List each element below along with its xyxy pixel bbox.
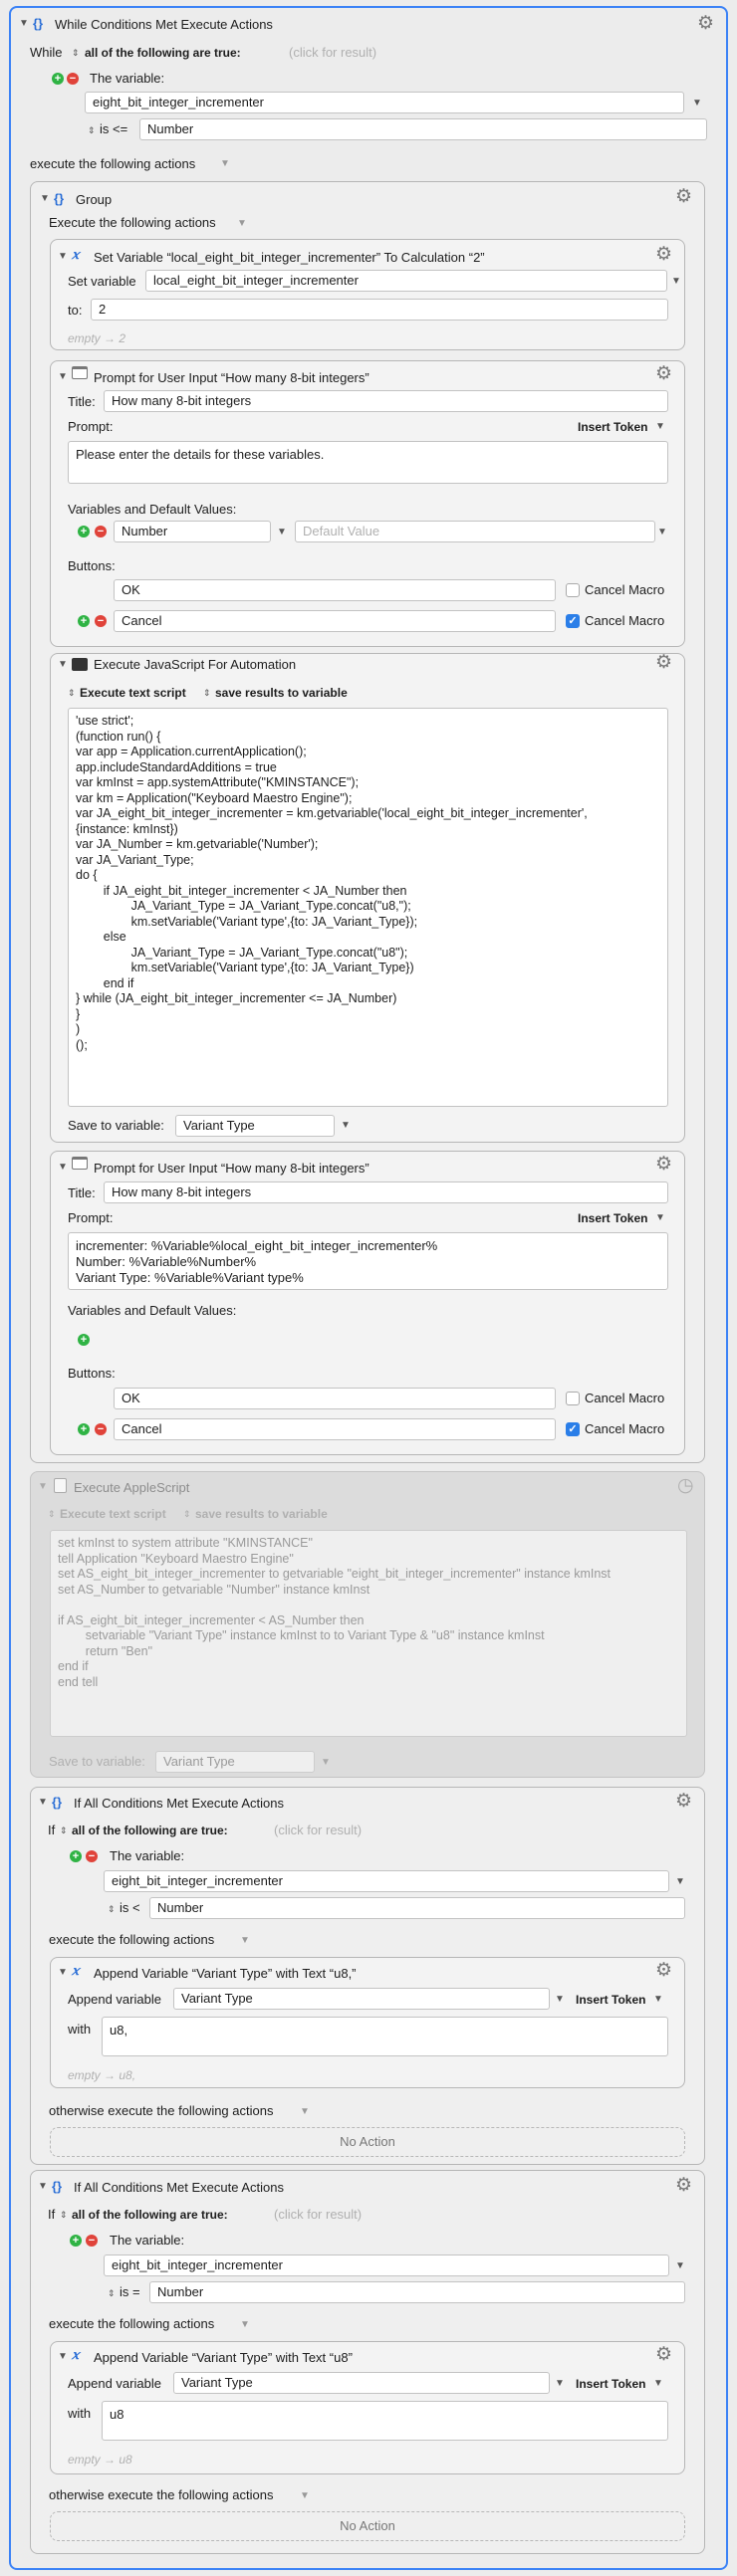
button-cancel-field[interactable]: Cancel (114, 610, 556, 632)
otherwise-label: otherwise execute the following actions (49, 2103, 274, 2118)
gear-icon[interactable]: ⚙ (655, 244, 673, 265)
variable-name-field[interactable]: Number (114, 521, 271, 542)
the-variable-label: The variable: (110, 2233, 185, 2248)
chevron-down-icon[interactable]: ▼ (277, 527, 287, 537)
applescript-title: Execute AppleScript (74, 1480, 190, 1495)
button-ok-field[interactable]: OK (114, 579, 556, 601)
insert-token-button[interactable]: Insert Token (578, 1211, 648, 1225)
chevron-down-icon[interactable]: ▼ (237, 218, 247, 229)
with-text-field[interactable]: u8 (102, 2401, 668, 2441)
otherwise-label: otherwise execute the following actions (49, 2487, 274, 2502)
chevron-down-icon[interactable]: ▼ (58, 659, 68, 670)
chevron-down-icon[interactable]: ▼ (653, 2378, 663, 2389)
updown-icon[interactable]: ⇕ (72, 48, 80, 58)
chevron-down-icon[interactable]: ▼ (657, 527, 667, 537)
if-title: If All Conditions Met Execute Actions (74, 1796, 284, 1811)
if-label: If (48, 1823, 56, 1837)
checkmark-icon[interactable]: ✓ (566, 614, 580, 628)
button-ok-field-2[interactable]: OK (114, 1388, 556, 1409)
chevron-down-icon[interactable]: ▼ (220, 158, 230, 169)
updown-icon[interactable]: ⇕ (48, 1509, 56, 1519)
no-action-placeholder[interactable]: No Action (50, 2511, 685, 2541)
insert-token-button[interactable]: Insert Token (576, 1993, 646, 2007)
gear-icon[interactable]: ⚙ (655, 1960, 673, 1981)
chevron-down-icon[interactable]: ▼ (655, 421, 665, 432)
terminal-icon (72, 658, 88, 671)
chevron-down-icon[interactable]: ▼ (692, 98, 702, 108)
prompt-title-2: Prompt for User Input “How many 8-bit integers” (94, 1161, 369, 1176)
save-to-variable-label: Save to variable: (68, 1118, 164, 1133)
append-variable-label: Append variable (68, 2376, 161, 2391)
prompt-label: Prompt: (68, 419, 114, 434)
variable-x-icon: 𝑥 (72, 2348, 80, 2363)
group-title: Group (76, 192, 113, 207)
gear-icon[interactable]: ⚙ (655, 363, 673, 384)
chevron-down-icon[interactable]: ▼ (58, 1967, 68, 1978)
prompt-textarea-2[interactable]: incrementer: %Variable%local_eight_bit_integer_incrementer% Number: %Variable%Number% Variant Type: %Variable%Variant type% (68, 1232, 668, 1290)
chevron-down-icon[interactable]: ▼ (300, 2490, 310, 2501)
operator-select[interactable]: is <= (100, 121, 128, 136)
braces-icon: {} (54, 191, 65, 206)
if-variable-field[interactable]: eight_bit_integer_incrementer (104, 1870, 669, 1892)
execute-text-script-select[interactable]: Execute text script (60, 1507, 166, 1521)
plus-icon[interactable]: + (78, 526, 90, 537)
chevron-down-icon[interactable]: ▼ (653, 1994, 663, 2005)
chevron-down-icon[interactable]: ▼ (341, 1120, 351, 1131)
jxa-script-editor[interactable]: 'use strict'; (function run() { var app = Application.currentApplication(); app.includeStandardAdditions = true var kmInst = app.systemAttribute("KMINSTANCE"); var km = Application("Keyboard Maestro Engine"); var JA_eight_bit_integer_incrementer = km.getvariable('local_eight_bit_integer_incrementer', {instance: kmInst}) var JA_Number = km.getvariable('Number'); var JA_Variant_Type; do { if JA_eight_bit_integer_incrementer < JA_Number then JA_Variant_Type = JA_Variant_Type.concat("u8,"); km.setVariable('Variant type',{to: JA_Variant_Type}); else JA_Variant_Type = JA_Variant_Type.concat("u8"); km.setVariable('Variant type',{to: JA_Variant_Type}) end if } while (JA_eight_bit_integer_incrementer <= JA_Number) } ) (); (68, 708, 668, 1107)
while-title: While Conditions Met Execute Actions (55, 17, 273, 32)
chevron-down-icon[interactable]: ▼ (321, 1757, 331, 1768)
title-label: Title: (68, 1185, 96, 1200)
jxa-title: Execute JavaScript For Automation (94, 657, 297, 672)
click-for-result[interactable]: (click for result) (274, 1823, 363, 1837)
operator-select[interactable]: is = (120, 2284, 140, 2299)
append-variable-label: Append variable (68, 1992, 161, 2007)
compare-value-field[interactable]: Number (139, 118, 707, 140)
append-preview: empty → u8, (68, 2068, 136, 2082)
append-variable-field[interactable]: Variant Type (173, 2372, 550, 2394)
save-to-variable-field[interactable]: Variant Type (155, 1751, 315, 1773)
compare-value-field[interactable]: Number (149, 1897, 685, 1919)
variable-x-icon: 𝑥 (72, 1964, 80, 1979)
applescript-editor[interactable]: set kmInst to system attribute "KMINSTANCE" tell Application "Keyboard Maestro Engine" set AS_eight_bit_integer_incrementer to getvariable "eight_bit_integer_incrementer" instance kmInst set AS_Number to getvariable "Number" instance kmInst if AS_eight_bit_integer_incrementer < AS_Number then setvariable "Variant Type" instance kmInst to to Variant Type & "u8" instance kmInst return "Ben" end if end tell (50, 1530, 687, 1737)
append-preview: empty → u8 (68, 2453, 132, 2467)
append-title: Append Variable “Variant Type” with Text “u8,” (94, 1966, 357, 1981)
chevron-down-icon[interactable]: ▼ (38, 1481, 48, 1492)
variable-x-icon: 𝑥 (72, 248, 80, 263)
plus-icon[interactable]: + (78, 1423, 90, 1435)
prompt-title: Prompt for User Input “How many 8-bit integers” (94, 370, 369, 385)
braces-icon: {} (33, 16, 44, 31)
condition-mode-select[interactable]: all of the following are true: (85, 46, 241, 60)
condition-mode-select[interactable]: all of the following are true: (72, 2208, 228, 2222)
cancel-macro-checkbox[interactable] (566, 1392, 580, 1405)
the-variable-label: The variable: (90, 71, 165, 86)
minus-icon[interactable]: − (95, 526, 107, 537)
updown-icon[interactable]: ⇕ (60, 2210, 68, 2220)
save-to-variable-field[interactable]: Variant Type (175, 1115, 335, 1137)
chevron-down-icon[interactable]: ▼ (58, 2351, 68, 2362)
updown-icon[interactable]: ⇕ (108, 1904, 116, 1914)
plus-icon[interactable]: + (70, 2235, 82, 2247)
if-variable-field[interactable]: eight_bit_integer_incrementer (104, 2254, 669, 2276)
minus-icon[interactable]: − (95, 1423, 107, 1435)
window-icon (72, 1157, 88, 1170)
chevron-down-icon[interactable]: ▼ (300, 2106, 310, 2117)
append-title-2: Append Variable “Variant Type” with Text “u8” (94, 2350, 353, 2365)
set-variable-title: Set Variable “local_eight_bit_integer_incrementer” To Calculation “2” (94, 250, 485, 265)
execute-label: execute the following actions (30, 156, 196, 171)
chevron-down-icon[interactable]: ▼ (58, 371, 68, 382)
chevron-down-icon[interactable]: ▼ (240, 2319, 250, 2330)
to-label: to: (68, 303, 83, 318)
gear-icon[interactable]: ⚙ (655, 2344, 673, 2365)
with-text-field[interactable]: u8, (102, 2017, 668, 2056)
minus-icon[interactable]: − (86, 1850, 98, 1862)
insert-token-button[interactable]: Insert Token (576, 2377, 646, 2391)
set-variable-preview: empty → 2 (68, 331, 126, 345)
cancel-macro-label: Cancel Macro (585, 1421, 665, 1436)
chevron-down-icon[interactable]: ▼ (38, 1797, 48, 1808)
chevron-down-icon[interactable]: ▼ (58, 1162, 68, 1173)
execute-text-script-select[interactable]: Execute text script (80, 686, 186, 700)
gear-icon[interactable]: ⚙ (697, 13, 715, 34)
group-execute-label: Execute the following actions (49, 215, 216, 230)
window-icon (72, 366, 88, 379)
checkmark-icon[interactable]: ✓ (566, 1422, 580, 1436)
if-title: If All Conditions Met Execute Actions (74, 2180, 284, 2195)
updown-icon[interactable]: ⇕ (68, 688, 76, 698)
plus-icon[interactable]: + (78, 1334, 90, 1346)
operator-select[interactable]: is < (120, 1900, 140, 1915)
updown-icon[interactable]: ⇕ (60, 1825, 68, 1835)
execute-label: execute the following actions (49, 1932, 215, 1947)
script-icon (54, 1478, 67, 1493)
prompt-textarea[interactable]: Please enter the details for these variables. (68, 441, 668, 484)
prompt-label: Prompt: (68, 1210, 114, 1225)
the-variable-label: The variable: (110, 1848, 185, 1863)
with-label: with (68, 2406, 92, 2421)
plus-icon[interactable]: + (70, 1850, 82, 1862)
save-results-select[interactable]: save results to variable (195, 1507, 328, 1521)
chevron-down-icon[interactable]: ▼ (671, 276, 681, 287)
execute-label: execute the following actions (49, 2316, 215, 2331)
click-for-result[interactable]: (click for result) (289, 45, 377, 60)
chevron-down-icon[interactable]: ▼ (40, 193, 50, 204)
title-field-2[interactable]: How many 8-bit integers (104, 1181, 668, 1203)
chevron-down-icon[interactable]: ▼ (655, 1212, 665, 1223)
no-action-placeholder[interactable]: No Action (50, 2127, 685, 2157)
chevron-down-icon[interactable]: ▼ (555, 1994, 565, 2005)
gear-icon[interactable]: ◷ (677, 1475, 694, 1496)
buttons-label: Buttons: (68, 1366, 116, 1381)
while-variable-field[interactable]: eight_bit_integer_incrementer (85, 92, 684, 113)
if-label: If (48, 2207, 56, 2222)
title-label: Title: (68, 394, 96, 409)
with-label: with (68, 2022, 92, 2037)
plus-icon[interactable]: + (78, 615, 90, 627)
buttons-label: Buttons: (68, 558, 116, 573)
click-for-result[interactable]: (click for result) (274, 2207, 363, 2222)
chevron-down-icon[interactable]: ▼ (58, 251, 68, 262)
chevron-down-icon[interactable]: ▼ (675, 1876, 685, 1887)
gear-icon[interactable]: ⚙ (655, 1154, 673, 1175)
braces-icon: {} (52, 1795, 63, 1810)
save-to-variable-label: Save to variable: (49, 1754, 145, 1769)
minus-icon[interactable]: − (67, 73, 79, 85)
append-variable-field[interactable]: Variant Type (173, 1988, 550, 2010)
default-value-field[interactable]: Default Value (295, 521, 655, 542)
chevron-down-icon[interactable]: ▼ (555, 2378, 565, 2389)
minus-icon[interactable]: − (86, 2235, 98, 2247)
updown-icon[interactable]: ⇕ (203, 688, 211, 698)
while-label: While (30, 45, 63, 60)
condition-mode-select[interactable]: all of the following are true: (72, 1824, 228, 1837)
gear-icon[interactable]: ⚙ (675, 186, 693, 207)
cancel-macro-label: Cancel Macro (585, 582, 665, 597)
title-field[interactable]: How many 8-bit integers (104, 390, 668, 412)
minus-icon[interactable]: − (95, 615, 107, 627)
gear-icon[interactable]: ⚙ (655, 652, 673, 673)
set-variable-field[interactable]: local_eight_bit_integer_incrementer (145, 270, 667, 292)
cancel-macro-label: Cancel Macro (585, 1391, 665, 1405)
save-results-select[interactable]: save results to variable (215, 686, 348, 700)
insert-token-button[interactable]: Insert Token (578, 420, 648, 434)
vars-defaults-label: Variables and Default Values: (68, 1303, 237, 1318)
gear-icon[interactable]: ⚙ (675, 1791, 693, 1812)
plus-icon[interactable]: + (52, 73, 64, 85)
chevron-down-icon[interactable]: ▼ (675, 2260, 685, 2271)
updown-icon[interactable]: ⇕ (88, 125, 96, 135)
chevron-down-icon[interactable]: ▼ (19, 18, 29, 29)
compare-value-field[interactable]: Number (149, 2281, 685, 2303)
button-cancel-field-2[interactable]: Cancel (114, 1418, 556, 1440)
chevron-down-icon[interactable]: ▼ (38, 2181, 48, 2192)
set-variable-label: Set variable (68, 274, 136, 289)
vars-defaults-label: Variables and Default Values: (68, 502, 237, 517)
gear-icon[interactable]: ⚙ (675, 2175, 693, 2196)
cancel-macro-label: Cancel Macro (585, 613, 665, 628)
braces-icon: {} (52, 2179, 63, 2194)
chevron-down-icon[interactable]: ▼ (240, 1935, 250, 1946)
to-value-field[interactable]: 2 (91, 299, 668, 321)
updown-icon[interactable]: ⇕ (108, 2288, 116, 2298)
updown-icon[interactable]: ⇕ (183, 1509, 191, 1519)
cancel-macro-checkbox[interactable] (566, 583, 580, 597)
